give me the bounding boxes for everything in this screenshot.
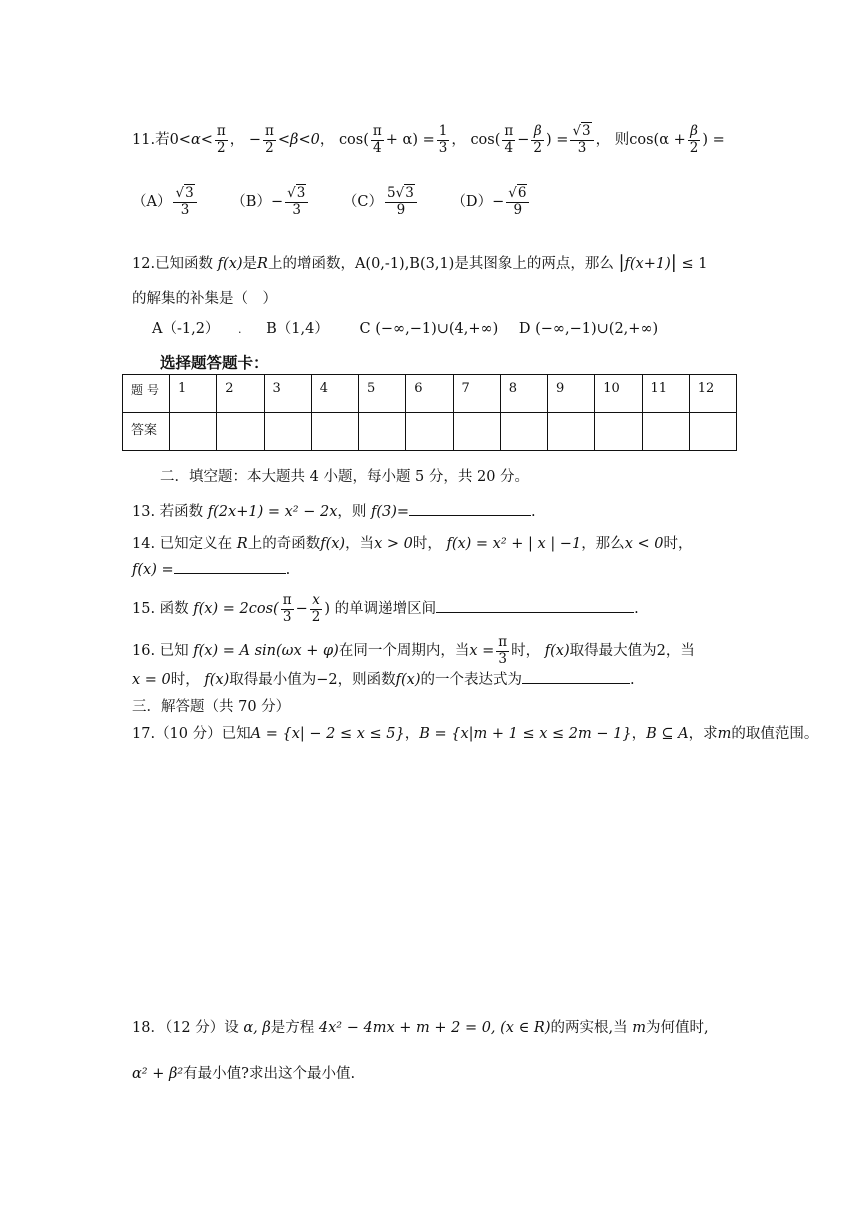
cell-number: 4 — [311, 375, 358, 413]
option-b: （B）− $\frac{√3}{3}$ — [231, 194, 310, 210]
answer-blank[interactable] — [409, 503, 531, 516]
option-c: （C） $\frac{5√3}{9}$ — [343, 194, 419, 210]
fraction-pi-over-4: $\frac{\pi}{4}$ — [372, 123, 382, 156]
fraction-pi-over-2: $\frac{\pi}{2}$ — [216, 123, 226, 156]
cell-number: 7 — [453, 375, 500, 413]
question-17: 17.（10 分）已知A = {x| − 2 ≤ x ≤ 5}，B = {x|m + 1 ≤ x ≤ 2m − 1}，B ⊆ A，求m的取值范围。 — [132, 726, 819, 742]
cell-number: 8 — [500, 375, 547, 413]
cell-number: 3 — [264, 375, 311, 413]
question-18: 18．（12 分）设 α, β是方程 4x² − 4mx + m + 2 = 0, (x ∈ R)的两实根,当 m为何值时, — [132, 1020, 709, 1036]
q11-lead: 若 — [155, 132, 170, 149]
row-label-answer: 答案 — [123, 413, 170, 451]
answer-cell[interactable] — [689, 413, 736, 451]
cell-number: 5 — [359, 375, 406, 413]
answer-cell[interactable] — [406, 413, 453, 451]
option-a: （A） $\frac{√3}{3}$ — [132, 194, 199, 210]
answer-cell[interactable] — [453, 413, 500, 451]
section-3-heading: 三．解答题（共 70 分） — [132, 699, 291, 715]
answer-cell[interactable] — [217, 413, 264, 451]
question-12: 12.已知函数 f(x)是R上的增函数，A(0,-1),B(3,1)是其图象上的两点，那么 |f(x+1)| ≤ 1 — [132, 252, 708, 273]
cell-number: 9 — [548, 375, 595, 413]
question-14: 14. 已知定义在 R上的奇函数f(x)，当x > 0时， f(x) = x² + | x | −1，那么x < 0时， — [132, 536, 693, 552]
answer-cell[interactable] — [311, 413, 358, 451]
fraction-pi-over-4: $\frac{\pi}{4}$ — [504, 123, 514, 156]
q12-options: A（-1,2） . B（1,4） C (−∞,−1)∪(4,+∞) D (−∞,−1)∪(2,+∞) — [152, 321, 659, 337]
option-d: (−∞,−1)∪(2,+∞) — [535, 321, 659, 337]
q11-number: 11. — [132, 132, 156, 149]
answer-cell[interactable] — [264, 413, 311, 451]
answer-cell[interactable] — [595, 413, 642, 451]
answer-blank[interactable] — [174, 561, 286, 574]
answer-cell[interactable] — [500, 413, 547, 451]
answer-card-table — [122, 374, 737, 451]
q12-line2: 的解集的补集是（ ） — [132, 291, 277, 307]
answer-blank[interactable] — [522, 671, 630, 684]
option-d: （D）− $\frac{√6}{9}$ — [451, 194, 531, 210]
q18-line2: α² + β²有最小值?求出这个最小值. — [132, 1066, 356, 1082]
fraction-pi-over-2: $\frac{\pi}{2}$ — [265, 123, 274, 156]
fraction-pi-over-3: $\frac{\pi}{3}$ — [282, 592, 292, 625]
question-13: 13. 若函数 f(2x+1) = x² − 2x，则 f(3)= . — [132, 504, 536, 520]
cell-number: 12 — [689, 375, 736, 413]
question-11: 11.若0<α< $\frac{\pi}{2}$ ， − $\frac{\pi}{2}$ <β<0， cos( $\frac{\pi}{4}$ + α) = $\frac{1}{3}$ ， cos( $\frac{\pi}{4}$ − $\frac{\beta}{2}$ ) = $\frac{√3}{3}$ ， 则cos(α + $\frac{\beta}{2}$ ) = — [132, 123, 725, 156]
q11-options — [132, 186, 559, 218]
cell-number: 6 — [406, 375, 453, 413]
fraction-sqrt3-over-3: $\frac{√3}{3}$ — [570, 124, 593, 156]
q14-line2: f(x) = . — [132, 562, 291, 578]
question-16: 16. 已知 f(x) = A sin(ωx + φ)在同一个周期内，当x = $\frac{\pi}{3}$ 时， f(x)取得最大值为2，当 — [132, 634, 695, 667]
section-2-heading: 二．填空题：本大题共 4 小题，每小题 5 分，共 20 分。 — [160, 469, 530, 485]
option-b: B（1,4） — [266, 321, 329, 337]
cell-number: 1 — [170, 375, 217, 413]
cell-number: 10 — [595, 375, 642, 413]
fraction-beta-over-2: $\frac{\beta}{2}$ — [533, 123, 543, 156]
answer-cell[interactable] — [642, 413, 689, 451]
cell-number: 11 — [642, 375, 689, 413]
table-row — [123, 375, 737, 413]
question-15: 15. 函数 f(x) = 2cos( $\frac{\pi}{3}$ − $\frac{x}{2}$ ) 的单调递增区间 . — [132, 592, 639, 625]
fraction-x-over-2: $\frac{x}{2}$ — [311, 592, 321, 625]
option-a: A（-1,2） — [152, 321, 220, 337]
row-label-question-number: 题号 — [123, 375, 170, 413]
cell-number: 2 — [217, 375, 264, 413]
answer-card-title: 选择题答题卡： — [160, 354, 269, 372]
fraction-one-third: $\frac{1}{3}$ — [438, 123, 448, 156]
fraction-pi-over-3: $\frac{\pi}{3}$ — [498, 634, 508, 667]
option-c: (−∞,−1)∪(4,+∞) — [375, 321, 499, 337]
answer-cell[interactable] — [548, 413, 595, 451]
table-row — [123, 413, 737, 451]
answer-blank[interactable] — [436, 600, 634, 613]
answer-cell[interactable] — [359, 413, 406, 451]
answer-cell[interactable] — [170, 413, 217, 451]
fraction-beta-over-2: $\frac{\beta}{2}$ — [689, 123, 699, 156]
q16-line2: x = 0时， f(x)取得最小值为−2，则函数f(x)的一个表达式为 . — [132, 672, 635, 688]
